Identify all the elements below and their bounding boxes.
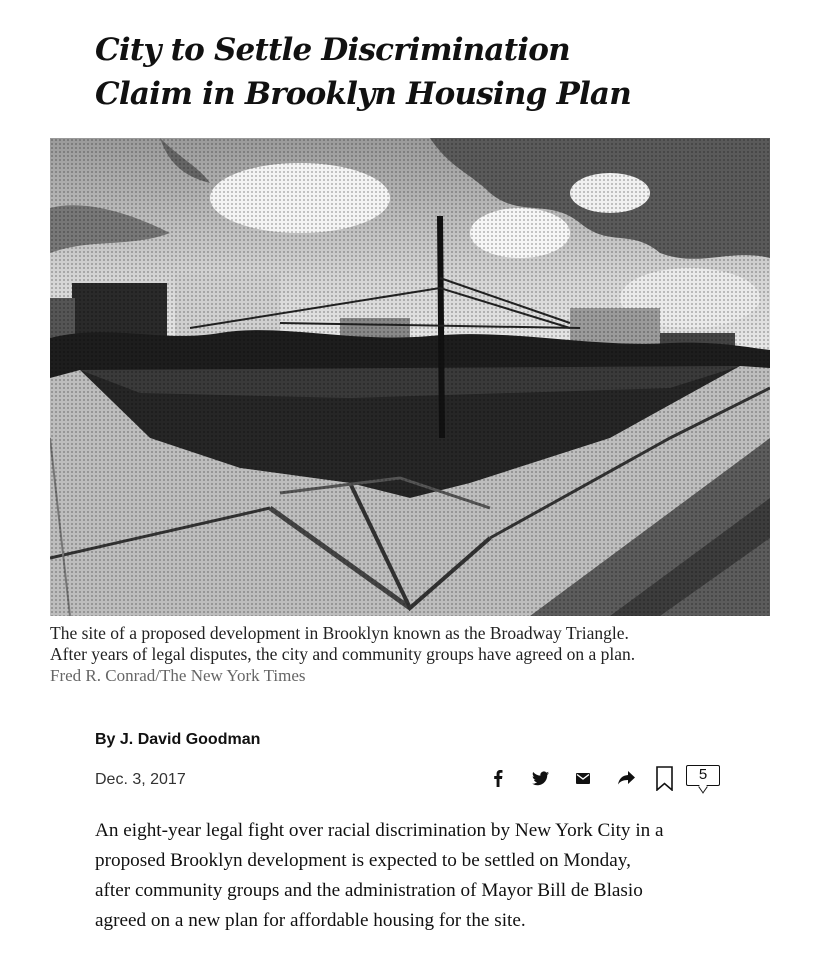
caption-line-2: After years of legal disputes, the city and community groups have agreed on a plan. [50, 644, 636, 664]
headline [95, 28, 775, 116]
publish-date: Dec. 3, 2017 [95, 771, 186, 788]
facebook-share-button[interactable] [484, 764, 512, 792]
headline-line-1: City to Settle Discrimination [95, 32, 570, 68]
twitter-icon [532, 771, 549, 786]
article-photo [50, 138, 770, 616]
email-icon [576, 773, 590, 784]
caption-line-1: The site of a proposed development in Brooklyn known as the Broadway Triangle. [50, 623, 629, 643]
body-line: after community groups and the administration of Mayor Bill de Blasio [95, 880, 643, 901]
more-share-button[interactable] [612, 764, 640, 792]
photo-credit: Fred R. Conrad/The New York Times [50, 666, 306, 685]
email-share-button[interactable] [569, 764, 597, 792]
article-body [95, 816, 775, 936]
save-button[interactable] [650, 764, 678, 792]
bookmark-icon [656, 766, 673, 791]
share-icon [618, 771, 635, 785]
comments-button[interactable]: 5 [686, 765, 720, 786]
body-line: proposed Brooklyn development is expected to be settled on Monday, [95, 850, 631, 871]
photo-caption [50, 623, 780, 686]
body-line: An eight-year legal fight over racial discrimination by New York City in a [95, 820, 664, 841]
facebook-icon [491, 769, 505, 787]
photo-illustration [50, 138, 770, 616]
body-line: agreed on a new plan for affordable housing for the site. [95, 910, 526, 931]
headline-line-2: Claim in Brooklyn Housing Plan [95, 76, 631, 112]
twitter-share-button[interactable] [526, 764, 554, 792]
byline[interactable]: By J. David Goodman [95, 731, 261, 748]
